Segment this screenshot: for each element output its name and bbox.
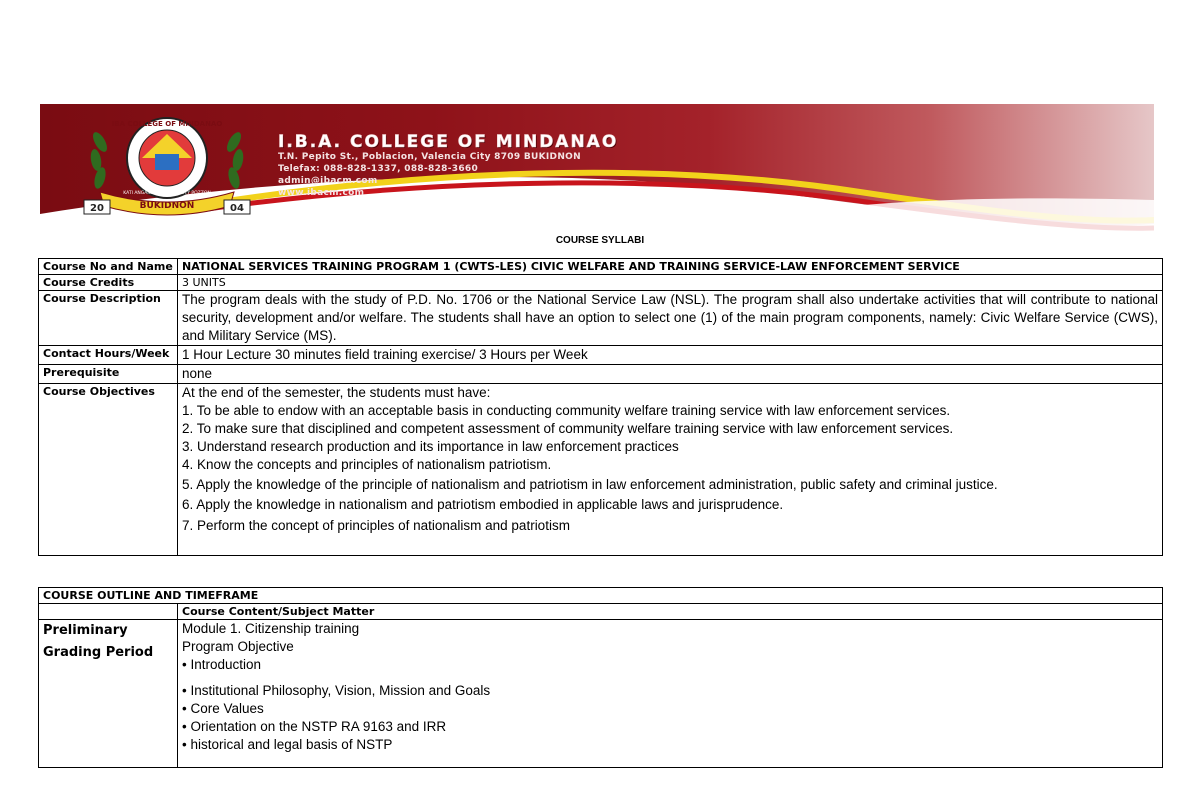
college-seal-logo bbox=[82, 112, 252, 224]
prerequisite-value: none bbox=[178, 365, 1163, 384]
list-item: • historical and legal basis of NSTP bbox=[182, 737, 393, 752]
table-row bbox=[39, 620, 1163, 768]
course-no-value: NATIONAL SERVICES TRAINING PROGRAM 1 (CWTS-LES) CIVIC WELFARE AND TRAINING SERVICE-LAW ENFORCEMENT SERVICE bbox=[178, 259, 1163, 275]
objective-item: 5. Apply the knowledge of the principle of nationalism and patriotism in law enforcement administration, public safety and criminal justice. bbox=[182, 477, 998, 492]
svg-text:KATI ANGANI LYA LENCIA CITY PO: KATI ANGANI LYA LENCIA CITY POZZON bbox=[123, 191, 211, 196]
grading-period-label: Preliminary Grading Period bbox=[39, 620, 178, 768]
objective-item: 7. Perform the concept of principles of nationalism and patriotism bbox=[182, 518, 570, 533]
description-label: Course Description bbox=[39, 291, 178, 346]
table-row bbox=[39, 604, 1163, 620]
objective-item: At the end of the semester, the students must have: bbox=[182, 385, 491, 400]
table-row bbox=[39, 588, 1163, 604]
school-website: www.ibacm.com bbox=[278, 188, 365, 198]
list-item: Module 1. Citizenship training bbox=[182, 621, 360, 636]
prerequisite-label: Prerequisite bbox=[39, 365, 178, 384]
school-email: admin@ibacm.com bbox=[278, 176, 378, 186]
svg-text:20: 20 bbox=[90, 203, 104, 214]
objective-item: 2. To make sure that disciplined and competent assessment of community welfare training service with law enforcement services. bbox=[182, 421, 954, 436]
objective-item: 4. Know the concepts and principles of nationalism patriotism. bbox=[182, 457, 552, 472]
table-row bbox=[39, 346, 1163, 365]
outline-title: COURSE OUTLINE AND TIMEFRAME bbox=[39, 588, 1163, 604]
course-info-table bbox=[38, 258, 1163, 556]
course-outline-table bbox=[38, 587, 1163, 768]
list-item: • Orientation on the NSTP RA 9163 and IRR bbox=[182, 719, 447, 734]
credits-label: Course Credits bbox=[39, 275, 178, 291]
list-item: Program Objective bbox=[182, 639, 294, 654]
document-title: COURSE SYLLABI bbox=[555, 235, 645, 246]
svg-text:04: 04 bbox=[230, 203, 244, 214]
objectives-label: Course Objectives bbox=[39, 384, 178, 556]
credits-value: 3 UNITS bbox=[178, 275, 1163, 291]
school-telefax: Telefax: 088-828-1337, 088-828-3660 bbox=[278, 164, 479, 174]
table-row bbox=[39, 384, 1163, 556]
contact-hours-label: Contact Hours/Week bbox=[39, 346, 178, 365]
outline-column-header: Course Content/Subject Matter bbox=[178, 604, 1163, 620]
header-banner bbox=[40, 104, 1154, 236]
list-item: • Introduction bbox=[182, 657, 262, 672]
objective-item: 1. To be able to endow with an acceptable basis in conducting community welfare training service with law enforcement services. bbox=[182, 403, 951, 418]
objective-item: 3. Understand research production and its importance in law enforcement practices bbox=[182, 439, 679, 454]
description-value: The program deals with the study of P.D. No. 1706 or the National Service Law (NSL). The program shall also undertake activities that will contribute to national security, development and/or welfare. The students shall have an option to select one (1) of the main program components, namely: Civic Welfare Service (CWS), and Military Service (MS). bbox=[178, 291, 1163, 346]
objective-item: 6. Apply the knowledge in nationalism and patriotism embodied in applicable laws and jurisprudence. bbox=[182, 497, 784, 512]
objectives-list bbox=[178, 384, 1163, 556]
spacer bbox=[182, 674, 1158, 682]
svg-text:BUKIDNON: BUKIDNON bbox=[139, 201, 195, 211]
subject-matter-list bbox=[178, 620, 1163, 768]
table-row bbox=[39, 291, 1163, 346]
school-name: I.B.A. COLLEGE OF MINDANAO bbox=[278, 132, 619, 152]
list-item: • Institutional Philosophy, Vision, Mission and Goals bbox=[182, 683, 491, 698]
table-row bbox=[39, 275, 1163, 291]
table-row bbox=[39, 365, 1163, 384]
contact-hours-value: 1 Hour Lecture 30 minutes field training exercise/ 3 Hours per Week bbox=[178, 346, 1163, 365]
school-address: T.N. Pepito St., Poblacion, Valencia City 8709 BUKIDNON bbox=[278, 152, 581, 162]
list-item: • Core Values bbox=[182, 701, 264, 716]
course-no-label: Course No and Name bbox=[39, 259, 178, 275]
table-row bbox=[39, 259, 1163, 275]
svg-text:IBA COLLEGE OF MINDANAO: IBA COLLEGE OF MINDANAO bbox=[111, 120, 223, 128]
outline-empty-header bbox=[39, 604, 178, 620]
